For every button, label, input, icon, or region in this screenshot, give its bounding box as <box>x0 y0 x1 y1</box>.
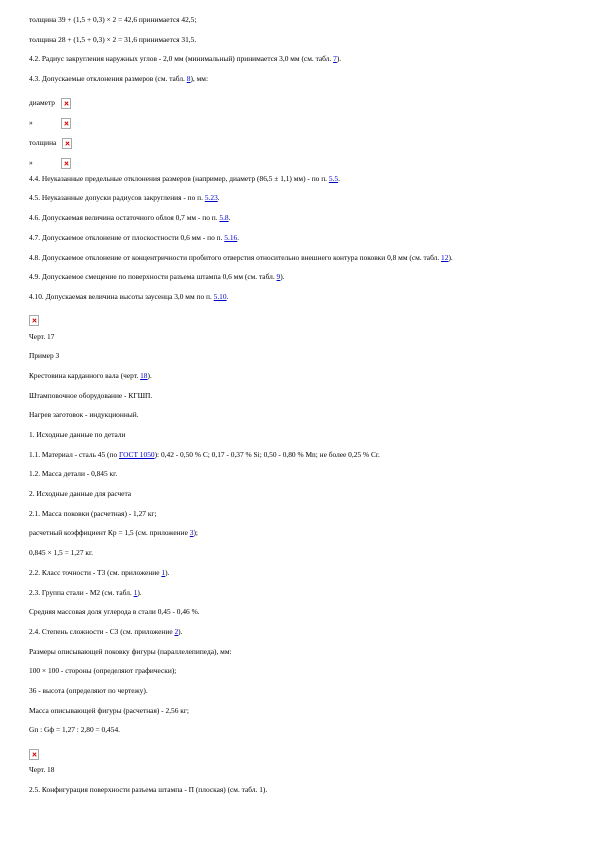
broken-image-icon <box>29 749 39 760</box>
reference-link[interactable]: 2 <box>174 626 179 636</box>
text-run: ). <box>336 54 342 64</box>
text-run: диаметр <box>29 97 55 107</box>
text-run: Gп : Gф = 1,27 : 2,80 = 0,454. <box>29 725 120 735</box>
text-run: ). <box>165 567 170 577</box>
text-line <box>29 606 574 626</box>
text-line <box>29 685 574 705</box>
reference-link[interactable]: 5.10 <box>213 291 227 301</box>
text-run: Черт. 17 <box>29 331 55 341</box>
text-line <box>29 232 574 252</box>
text-line <box>29 350 574 370</box>
text-run: 0,845 × 1,5 = 1,27 кг. <box>29 548 94 558</box>
text-run: 4.7. Допускаемое отклонение от плоскостности 0,6 мм - по п. <box>29 232 225 242</box>
text-line <box>29 271 574 291</box>
text-run: расчетный коэффициент Кр = 1,5 (см. приложение <box>29 528 190 538</box>
image-line <box>29 744 574 764</box>
text-run: Крестовина карданного вала (черт. <box>29 370 141 380</box>
text-run: 2. Исходные данные для расчета <box>29 489 132 499</box>
broken-image-icon <box>61 118 71 129</box>
text-run: 4.2. Радиус закругления наружных углов - 2,0 мм (минимальный) принимается 3,0 мм (см. табл. <box>29 54 334 64</box>
reference-link[interactable]: 3 <box>189 528 194 538</box>
text-line <box>29 468 574 488</box>
text-run: Штамповочное оборудование - КГШП. <box>29 390 153 400</box>
text-run: Нагрев заготовок - индукционный. <box>29 410 139 420</box>
text-run: . <box>338 173 340 183</box>
text-line <box>29 508 574 528</box>
text-run: 2.3. Группа стали - М2 (см. табл. <box>29 587 134 597</box>
reference-link[interactable]: 1 <box>161 567 166 577</box>
image-line <box>29 113 574 133</box>
text-line <box>29 646 574 666</box>
text-line <box>29 192 574 212</box>
reference-link[interactable]: 9 <box>276 272 281 282</box>
text-run: 100 × 100 - стороны (определяют графически); <box>29 666 177 676</box>
text-run: » <box>29 157 33 167</box>
text-run: толщина 28 + (1,5 + 0,3) × 2 = 31,6 принимается 31,5. <box>29 34 197 44</box>
reference-link[interactable]: 1 <box>133 587 138 597</box>
text-run: 4.9. Допускаемое смещение по поверхности разъема штампа 0,6 мм (см. табл. <box>29 272 277 282</box>
text-run: Размеры описывающей поковку фигуры (параллелепипеда), мм: <box>29 646 232 656</box>
text-run: 4.8. Допускаемое отклонение от концентричности пробитого отверстия относительно внешнего контура поковки 0,8 мм (см. табл. <box>29 252 442 262</box>
text-line <box>29 784 574 804</box>
text-run: ): 0,42 - 0,50 % С; 0,17 - 0,37 % Si; 0,50 - 0,80 % Mn; не более 0,25 % Cr. <box>154 449 380 459</box>
reference-link[interactable]: 5.16 <box>224 232 238 242</box>
text-line <box>29 527 574 547</box>
text-run: ), мм: <box>190 74 209 84</box>
reference-link[interactable]: 7 <box>333 54 337 64</box>
text-line <box>29 331 574 351</box>
text-run: ). <box>178 626 183 636</box>
text-run: 4.6. Допускаемая величина остаточного облоя 0,7 мм - по п. <box>29 213 220 223</box>
text-line <box>29 409 574 429</box>
text-line <box>29 587 574 607</box>
broken-image-icon <box>62 138 72 149</box>
text-line <box>29 252 574 272</box>
reference-link[interactable]: ГОСТ 1050 <box>119 449 155 459</box>
text-line <box>29 626 574 646</box>
text-line <box>29 291 574 311</box>
image-line <box>29 133 574 153</box>
text-line <box>29 173 574 193</box>
text-run: Масса описывающей фигуры (расчетная) - 2,56 кг; <box>29 705 189 715</box>
text-line <box>29 212 574 232</box>
text-run: 2.2. Класс точности - Т3 (см. приложение <box>29 567 162 577</box>
text-run: 2.5. Конфигурация поверхности разъема штампа - П (плоская) (см. табл. 1). <box>29 784 268 794</box>
broken-image-icon <box>61 158 71 169</box>
text-run: ). <box>137 587 142 597</box>
reference-link[interactable]: 5.5 <box>328 173 339 183</box>
text-run: толщина <box>29 137 57 147</box>
text-run: 1.2. Масса детали - 0,845 кг. <box>29 469 118 479</box>
text-run: ). <box>448 252 453 262</box>
text-line <box>29 53 574 73</box>
text-line <box>29 764 574 784</box>
text-run: . <box>237 232 240 242</box>
text-run: 2.4. Степень сложности - С3 (см. приложение <box>29 626 175 636</box>
image-line <box>29 93 574 113</box>
image-line <box>29 153 574 173</box>
text-line <box>29 390 574 410</box>
reference-link[interactable]: 5.8 <box>219 213 229 223</box>
text-run: 2.1. Масса поковки (расчетная) - 1,27 кг; <box>29 508 157 518</box>
text-run: Средняя массовая доля углерода в стали 0,45 - 0,46 %. <box>29 607 200 617</box>
text-run: ). <box>280 272 285 282</box>
text-run: 4.3. Допускаемые отклонения размеров (см. табл. <box>29 74 187 84</box>
reference-link[interactable]: 8 <box>186 74 191 84</box>
text-line <box>29 14 574 34</box>
reference-link[interactable]: 12 <box>441 252 449 262</box>
text-line <box>29 34 574 54</box>
text-run: 4.4. Неуказанные предельные отклонения размеров (например, диаметр (86,5 ± 1,1) мм) - по п. <box>29 173 329 183</box>
document-body <box>29 14 574 803</box>
reference-link[interactable]: 18 <box>140 370 148 380</box>
text-run: . <box>217 193 220 203</box>
text-run: . <box>226 291 229 301</box>
text-run: 1. Исходные данные по детали <box>29 430 126 439</box>
text-run: » <box>29 117 33 127</box>
text-run: толщина 39 + (1,5 + 0,3) × 2 = 42,6 принимается 42,5; <box>29 15 197 24</box>
broken-image-icon <box>61 98 71 109</box>
text-line <box>29 370 574 390</box>
text-line <box>29 73 574 93</box>
text-line <box>29 488 574 508</box>
text-line <box>29 567 574 587</box>
text-line <box>29 547 574 567</box>
text-run: . <box>228 213 231 223</box>
text-line <box>29 724 574 744</box>
broken-image-icon <box>29 315 39 326</box>
text-run: 1.1. Материал - сталь 45 (по <box>29 449 119 459</box>
text-run: 36 - высота (определяют по чертежу). <box>29 685 148 695</box>
text-run: Пример 3 <box>29 351 60 361</box>
text-run: 4.10. Допускаемая величина высоты заусенца 3,0 мм по п. <box>29 291 214 301</box>
text-line <box>29 665 574 685</box>
image-line <box>29 311 574 331</box>
text-line <box>29 449 574 469</box>
reference-link[interactable]: 5.23 <box>204 193 218 203</box>
text-run: ). <box>147 370 152 380</box>
text-line <box>29 429 574 449</box>
text-run: 4.5. Неуказанные допуски радиусов закругления - по п. <box>29 193 205 203</box>
text-run: Черт. 18 <box>29 765 55 774</box>
text-run: ); <box>193 528 198 538</box>
text-line <box>29 705 574 725</box>
